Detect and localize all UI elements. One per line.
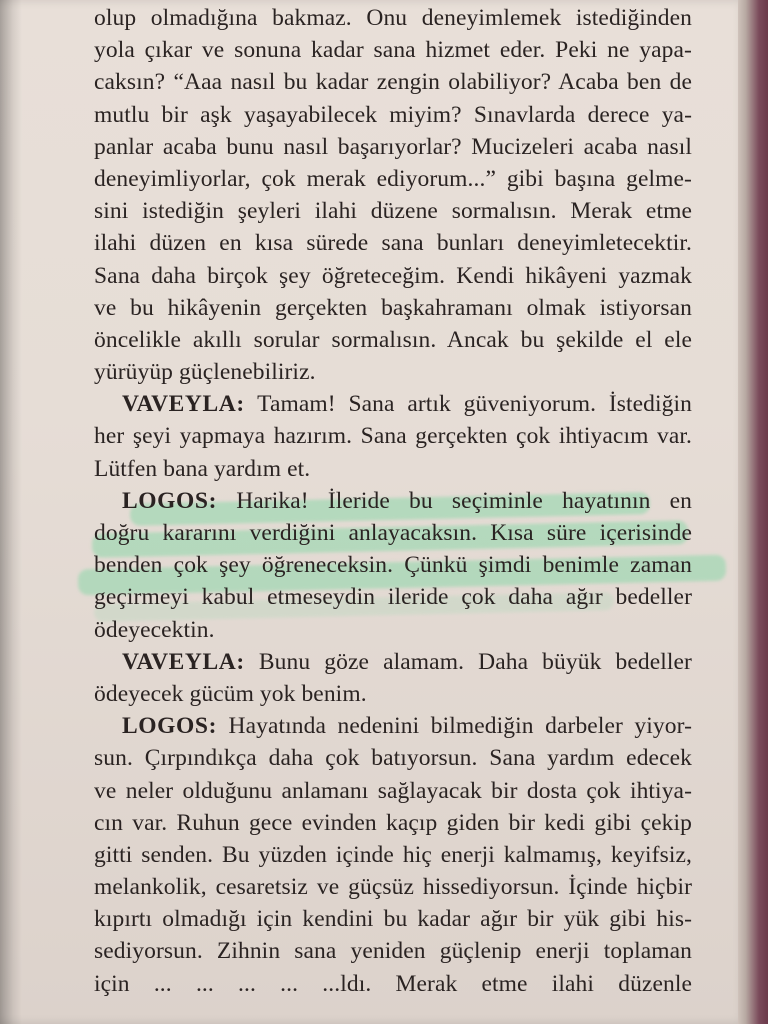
dialogue-text: Harika! İleride bu seçiminle hayatının en	[236, 487, 692, 514]
text-line: ödeyecektin.	[94, 616, 215, 643]
dialogue-text: Bunu göze alamam. Daha büyük bedeller	[258, 648, 692, 675]
text-line: benden çok şey öğreneceksin. Çünkü şimdi benimle zaman	[94, 552, 692, 579]
text-line: cın var. Ruhun gece evinden kaçıp giden bir kedi gibi çekip	[94, 809, 692, 836]
text-line: mutlu bir aşk yaşayabilecek miyim? Sınavlarda derece ya-	[94, 101, 692, 128]
text-line: geçirmeyi kabul etmeseydin ileride çok daha ağır bedeller	[94, 584, 692, 611]
speaker-name: LOGOS:	[122, 713, 218, 740]
dialogue-line	[94, 710, 692, 742]
text-line: kıpırtı olmadığı için kendini bu kadar ağır bir yük gibi his-	[94, 906, 692, 933]
text-line: Lütfen bana yardım et.	[94, 455, 311, 482]
text-line: her şeyi yapmaya hazırım. Sana gerçekten çok ihtiyacım var.	[94, 423, 692, 450]
text-line: yola çıkar ve sonuna kadar sana hizmet eder. Peki ne yapa-	[94, 37, 692, 64]
book-text	[94, 2, 692, 1000]
speaker-name: VAVEYLA:	[122, 648, 245, 675]
dialogue-line	[94, 485, 692, 517]
page-edge	[738, 0, 768, 1024]
text-line: caksın? “Aaa nasıl bu kadar zengin olabiliyor? Acaba ben de	[94, 69, 692, 96]
text-line: sediyorsun. Zihnin sana yeniden güçlenip enerji toplaman	[94, 938, 692, 965]
text-line: doğru kararını verdiğini anlayacaksın. Kısa süre içerisinde	[94, 520, 692, 546]
text-line: gitti senden. Bu yüzden içinde hiç enerji kalmamış, keyifsiz,	[94, 841, 692, 868]
text-line: olup olmadığına bakmaz. Onu deneyimlemek istediğinden	[94, 5, 692, 31]
text-line: yürüyüp güçlenebiliriz.	[94, 359, 316, 386]
text-line: ilahi düzen en kısa sürede sana bunları deneyimletecektir.	[94, 230, 692, 257]
text-line: öncelikle akıllı sorular sormalısın. Ancak bu şekilde el ele	[94, 326, 692, 353]
speaker-name: VAVEYLA:	[122, 391, 245, 418]
text-line: sun. Çırpındıkça daha çok batıyorsun. Sana yardım edecek	[94, 745, 692, 772]
text-line: melankolik, cesaretsiz ve güçsüz hissediyorsun. İçinde hiçbir	[94, 874, 692, 901]
dialogue-line	[94, 646, 692, 678]
dialogue-line	[94, 388, 692, 420]
text-line: ve neler olduğunu anlamanı sağlayacak bir dosta çok ihtiya-	[94, 777, 692, 804]
text-line: deneyimliyorlar, çok merak ediyorum...” gibi başına gelme-	[94, 165, 692, 192]
text-line: Sana daha birçok şey öğreteceğim. Kendi hikâyeni yazmak	[94, 262, 692, 289]
text-line: ödeyecek gücüm yok benim.	[94, 680, 367, 707]
text-line: için ... ... ... ... ...ldı. Merak etme ilahi düzenle	[94, 970, 692, 997]
text-line: sini istediğin şeyleri ilahi düzene sormalısın. Merak etme	[94, 198, 692, 225]
text-line: panlar acaba bunu nasıl başarıyorlar? Mucizeleri acaba nasıl	[94, 133, 692, 160]
speaker-name: LOGOS:	[122, 487, 218, 514]
gutter-shadow	[0, 0, 22, 1024]
dialogue-text: Hayatında nedenini bilmediğin darbeler yiyor-	[228, 713, 692, 740]
dialogue-text: Tamam! Sana artık güveniyorum. İstediğin	[257, 391, 692, 418]
text-line: ve bu hikâyenin gerçekten başkahramanı olmak istiyorsan	[94, 294, 692, 321]
